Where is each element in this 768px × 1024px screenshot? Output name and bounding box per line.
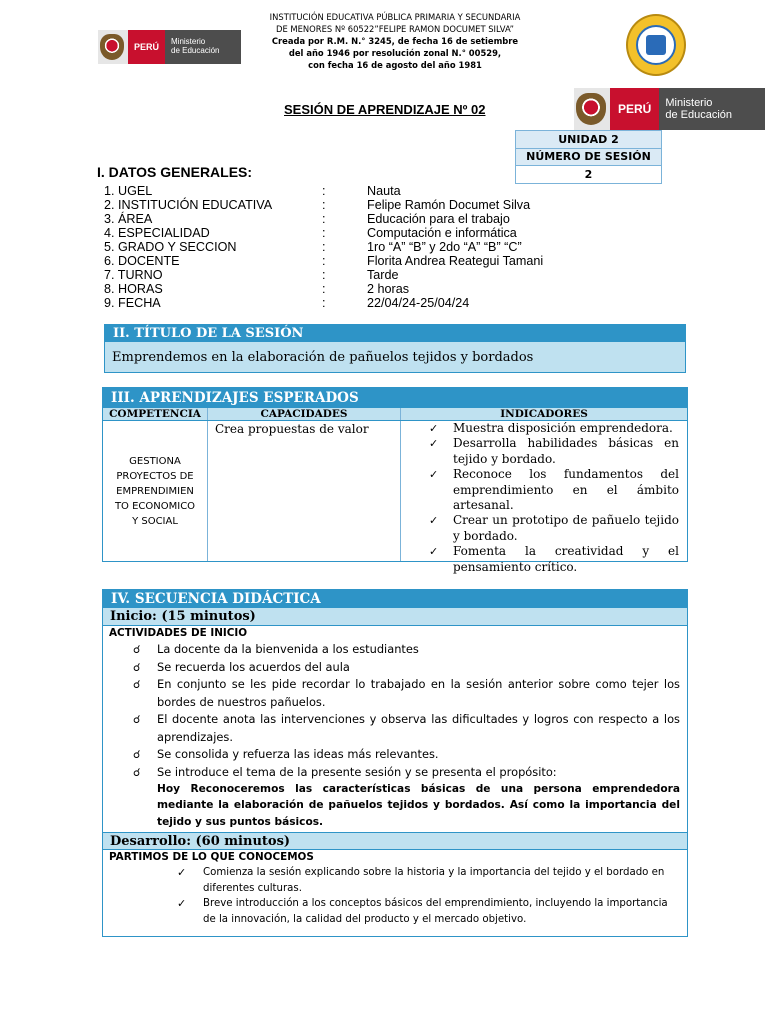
ministry-line-1: Ministerio — [171, 37, 206, 47]
indicador-item — [429, 436, 679, 467]
datos-key: 4. ESPECIALIDAD — [104, 226, 210, 240]
col-competencia: COMPETENCIA — [103, 408, 208, 420]
check-icon: ✓ — [177, 897, 187, 911]
datos-key: 6. DOCENTE — [104, 254, 180, 268]
competencia-line: TO ECONOMICO — [114, 500, 196, 512]
datos-separator: : — [322, 198, 326, 212]
unit-table — [515, 130, 662, 184]
check-icon: ✓ — [429, 545, 439, 559]
indicador-item — [429, 544, 679, 575]
peru-shield-icon — [576, 93, 606, 125]
desarrollo-item — [177, 865, 680, 896]
capacidad-cell: Crea propuestas de valor — [208, 421, 401, 561]
datos-separator: : — [322, 184, 326, 198]
institution-line-2: DE MENORES Nº 60522”FELIPE RAMON DOCUMET SILVA” — [276, 24, 514, 34]
datos-row — [104, 282, 543, 296]
activity-item — [133, 746, 680, 764]
activity-text: Se introduce el tema de la presente sesión y se presenta el propósito: — [157, 764, 557, 779]
session-title: SESIÓN DE APRENDIZAJE Nº 02 — [284, 102, 486, 117]
peru-label: PERÚ — [610, 88, 659, 130]
peru-label: PERÚ — [128, 30, 165, 64]
bullet-icon: ☌ — [133, 678, 141, 691]
check-icon: ✓ — [429, 514, 439, 528]
titulo-heading: II. TÍTULO DE LA SESIÓN — [105, 325, 685, 342]
institution-line-4: del año 1946 por resolución zonal N.° 00529, — [288, 48, 502, 58]
check-icon: ✓ — [429, 437, 439, 451]
datos-separator: : — [322, 240, 326, 254]
datos-generales-list — [104, 184, 543, 310]
datos-value: Felipe Ramón Documet Silva — [367, 198, 531, 212]
activity-text: El docente anota las intervenciones y observa las dificultades y logros con respecto a los aprendizajes. — [157, 712, 680, 744]
activity-text: En conjunto se les pide recordar lo trabajado en la sesión anterior sobre como tejer los bordes de nuestros pañuelos. — [157, 677, 680, 709]
aprendizajes-section — [102, 387, 688, 574]
school-seal-icon — [626, 14, 686, 76]
datos-key: 7. TURNO — [104, 268, 163, 282]
bullet-icon: ☌ — [133, 660, 141, 674]
check-icon: ✓ — [429, 468, 439, 482]
datos-row — [104, 240, 543, 254]
desarrollo-activities — [103, 865, 687, 927]
aprendizajes-columns — [103, 408, 687, 421]
ministry-line-1: Ministerio — [665, 96, 713, 109]
ministry-line-2: de Educación — [665, 109, 733, 121]
indicador-text: Reconoce los fundamentos del emprendimiento en el ámbito artesanal. — [453, 467, 679, 513]
inicio-heading: Inicio: (15 minutos) — [103, 608, 687, 626]
datos-key: 5. GRADO Y SECCION — [104, 240, 237, 254]
activity-item — [133, 641, 680, 659]
check-icon: ✓ — [177, 866, 187, 879]
datos-row — [104, 268, 543, 282]
datos-generales-heading: I. DATOS GENERALES: — [97, 164, 253, 180]
datos-key: 1. UGEL — [104, 184, 153, 198]
indicador-text: Desarrolla habilidades básicas en tejido y bordado. — [453, 436, 679, 466]
activity-text: Se recuerda los acuerdos del aula — [157, 659, 350, 674]
datos-separator: : — [322, 296, 326, 310]
activity-item — [133, 659, 680, 677]
datos-value: Computación e informática — [367, 226, 517, 240]
desarrollo-item — [177, 896, 680, 927]
secuencia-section — [102, 589, 688, 937]
inicio-label: ACTIVIDADES DE INICIO — [109, 627, 248, 639]
activity-item — [133, 711, 680, 746]
desarrollo-heading: Desarrollo: (60 minutos) — [103, 832, 687, 850]
desarrollo-label: PARTIMOS DE LO QUE CONOCEMOS — [109, 851, 314, 863]
indicador-text: Crear un prototipo de pañuelo tejido y bordado. — [453, 513, 679, 543]
competencia-text — [115, 454, 195, 529]
col-capacidades: CAPACIDADES — [208, 408, 401, 420]
secuencia-heading: IV. SECUENCIA DIDÁCTICA — [103, 590, 687, 608]
datos-separator: : — [322, 268, 326, 282]
ministry-label — [165, 30, 241, 64]
datos-key: 8. HORAS — [104, 282, 163, 296]
datos-value: Tarde — [367, 268, 399, 282]
bullet-icon: ☌ — [133, 713, 141, 726]
desarrollo-text: Breve introducción a los conceptos básicos del emprendimiento, incluyendo la importancia de la innovación, la calidad del producto y el mercado objetivo. — [203, 898, 668, 925]
bullet-icon: ☌ — [133, 765, 141, 779]
activity-text: La docente da la bienvenida a los estudiantes — [157, 642, 419, 656]
datos-value: Educación para el trabajo — [367, 212, 510, 226]
datos-separator: : — [322, 212, 326, 226]
proposito-text: Hoy Reconoceremos las características básicas de una persona emprendedora mediante la elaboración de pañuelos tejidos y bordados. Así como la importancia del tejido y sus puntos básicos. — [157, 783, 680, 828]
competencia-line: Y SOCIAL — [132, 515, 178, 527]
indicador-item — [429, 513, 679, 544]
ministry-label — [659, 88, 765, 130]
datos-row — [104, 226, 543, 240]
institution-line-5: con fecha 16 de agosto del año 1981 — [308, 60, 482, 70]
institution-line-3: Creada por R.M. N.° 3245, de fecha 16 de setiembre — [271, 36, 519, 46]
datos-key: 9. FECHA — [104, 296, 161, 310]
check-icon: ✓ — [429, 422, 439, 435]
datos-row — [104, 184, 543, 198]
peru-shield-icon — [100, 34, 124, 60]
datos-separator: : — [322, 226, 326, 240]
institution-line-1: INSTITUCIÓN EDUCATIVA PÚBLICA PRIMARIA Y SECUNDARIA — [269, 12, 521, 22]
datos-value: 22/04/24-25/04/24 — [367, 296, 470, 310]
indicador-item — [429, 467, 679, 513]
competencia-line: PROYECTOS DE — [116, 470, 194, 482]
activity-text: Se consolida y refuerza las ideas más relevantes. — [157, 747, 439, 761]
datos-value: Nauta — [367, 184, 401, 198]
minedu-logo-left — [98, 30, 241, 64]
datos-separator: : — [322, 254, 326, 268]
datos-value: 1ro “A” “B” y 2do “A” “B” “C” — [367, 240, 522, 254]
datos-key: 2. INSTITUCIÓN EDUCATIVA — [104, 198, 273, 212]
datos-key: 3. ÁREA — [104, 212, 153, 226]
unit-label: UNIDAD 2 — [516, 131, 662, 149]
indicador-text: Muestra disposición emprendedora. — [453, 421, 673, 435]
competencia-line: GESTIONA — [129, 455, 181, 467]
datos-row — [104, 198, 543, 212]
datos-row — [104, 296, 543, 310]
bullet-icon: ☌ — [133, 643, 141, 656]
indicador-item — [429, 421, 679, 436]
datos-row — [104, 254, 543, 268]
activity-item — [133, 764, 680, 782]
indicadores-cell — [401, 421, 687, 574]
indicador-text: Fomenta la creatividad y el pensamiento crítico. — [453, 544, 679, 574]
competencia-cell — [103, 421, 208, 561]
datos-separator: : — [322, 282, 326, 296]
institution-header — [250, 11, 540, 71]
session-number-label: NÚMERO DE SESIÓN — [516, 148, 662, 166]
desarrollo-text: Comienza la sesión explicando sobre la historia y la importancia del tejido y el bordado en diferentes culturas. — [203, 867, 665, 894]
ministry-line-2: de Educación — [171, 46, 220, 55]
competencia-line: EMPRENDIMIEN — [116, 485, 194, 497]
datos-value: Florita Andrea Reategui Tamani — [367, 254, 544, 268]
activity-item — [133, 676, 680, 711]
datos-value: 2 horas — [367, 282, 410, 296]
aprendizajes-heading: III. APRENDIZAJES ESPERADOS — [103, 388, 687, 408]
col-indicadores: INDICADORES — [500, 408, 588, 420]
titulo-section — [104, 324, 686, 373]
minedu-logo-right — [574, 88, 765, 130]
session-number-value: 2 — [516, 166, 662, 184]
inicio-activities — [103, 641, 687, 781]
bullet-icon: ☌ — [133, 748, 141, 761]
datos-row — [104, 212, 543, 226]
titulo-text: Emprendemos en la elaboración de pañuelos tejidos y bordados — [105, 342, 685, 372]
